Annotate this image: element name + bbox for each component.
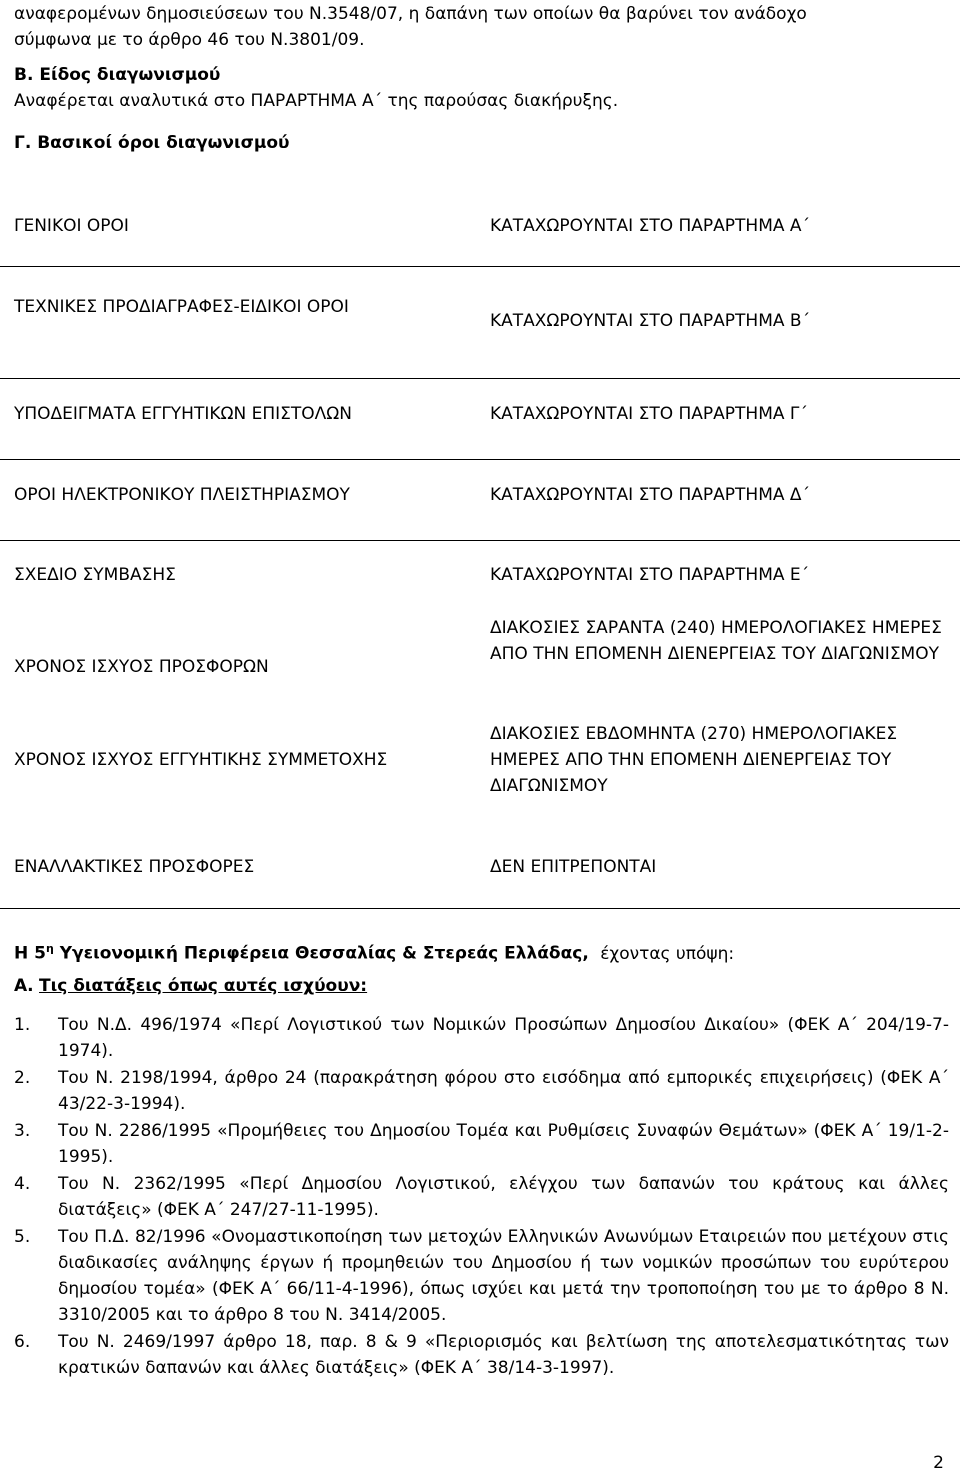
term-value: ΔΙΑΚΟΣΙΕΣ ΣΑΡΑΝΤΑ (240) ΗΜΕΡΟΛΟΓΙΑΚΕΣ ΗΜΕΡΕΣ ΑΠΟ ΤΗΝ ΕΠΟΜΕΝΗ ΔΙΕΝΕΡΓΕΙΑΣ ΤΟΥ ΔΙΑΓΩΝΙΣΜΟΥ — [490, 618, 942, 664]
term-value: ΔΙΑΚΟΣΙΕΣ ΕΒΔΟΜΗΝΤΑ (270) ΗΜΕΡΟΛΟΓΙΑΚΕΣ ΗΜΕΡΕΣ ΑΠΟ ΤΗΝ ΕΠΟΜΕΝΗ ΔΙΕΝΕΡΓΕΙΑΣ ΤΟΥ ΔΙΑΓΩΝΙΣΜΟΥ — [490, 724, 898, 796]
item-text: Του Ν. 2286/1995 «Προμήθειες του Δημοσίου Τομέα και Ρυθμίσεις Συναφών Θεμάτων» (ΦΕΚ Α΄ 19/1-2-1995). — [58, 1121, 949, 1167]
section-a-heading — [14, 973, 367, 999]
term-label: ΓΕΝΙΚΟΙ ΟΡΟΙ — [14, 216, 129, 236]
term-label: ΥΠΟΔΕΙΓΜΑΤΑ ΕΓΓΥΗΤΙΚΩΝ ΕΠΙΣΤΟΛΩΝ — [14, 404, 353, 424]
list-item — [14, 1171, 949, 1223]
section-b-text: Αναφέρεται αναλυτικά στο ΠΑΡΑΡΤΗΜΑ Α΄ της παρούσας διακήρυξης. — [14, 91, 619, 111]
authority-prefix: Η 5 — [14, 943, 46, 964]
item-text: Του Ν.Δ. 496/1974 «Περί Λογιστικού των Νομικών Προσώπων Δημοσίου Δικαίου» (ΦΕΚ Α΄ 204/19-7-1974). — [58, 1015, 949, 1061]
table-row — [0, 379, 960, 460]
table-row — [0, 460, 960, 541]
authority-suffix: έχοντας υπόψη: — [600, 943, 735, 964]
authority-superscript: η — [45, 942, 54, 955]
list-item — [14, 1224, 949, 1328]
term-label: ΕΝΑΛΛΑΚΤΙΚΕΣ ΠΡΟΣΦΟΡΕΣ — [14, 857, 255, 877]
table-row — [0, 267, 960, 379]
item-text: Του Π.Δ. 82/1996 «Ονομαστικοποίηση των μετοχών Ελληνικών Ανωνύμων Εταιρειών που μετέχουν στις διαδικασίες ανάληψης έργων ή προμηθειών του Δημοσίου ή των νομικών προσώπων του ευρύτερου δημοσίου τομέα» (ΦΕΚ Α΄ 66/11-4-1996), όπως ισχύει και μετά την τροποποίηση του με το άρθρο 8 Ν. 3310/2005 και το άρθρο 8 του Ν. 3414/2005. — [58, 1227, 949, 1325]
term-label: ΧΡΟΝΟΣ ΙΣΧΥΟΣ ΕΓΓΥΗΤΙΚΗΣ ΣΥΜΜΕΤΟΧΗΣ — [14, 750, 388, 770]
item-number: 6. — [14, 1332, 31, 1352]
list-item — [14, 1065, 949, 1117]
term-label: ΤΕΧΝΙΚΕΣ ΠΡΟΔΙΑΓΡΑΦΕΣ-ΕΙΔΙΚΟΙ ΟΡΟΙ — [14, 297, 349, 317]
term-value: ΚΑΤΑΧΩΡΟΥΝΤΑΙ ΣΤΟ ΠΑΡΑΡΤΗΜΑ Β΄ — [490, 311, 811, 331]
item-text: Του Ν. 2362/1995 «Περί Δημοσίου Λογιστικού, ελέγχου των δαπανών του κράτους και άλλες διατάξεις» (ΦΕΚ Α΄ 247/27-11-1995). — [58, 1174, 949, 1220]
page-number: 2 — [933, 1453, 944, 1473]
item-number: 2. — [14, 1068, 31, 1088]
term-label: ΟΡΟΙ ΗΛΕΚΤΡΟΝΙΚΟΥ ΠΛΕΙΣΤΗΡΙΑΣΜΟΥ — [14, 485, 350, 505]
authority-name: Υγειονομική Περιφέρεια Θεσσαλίας & Στερεάς Ελλάδας, — [53, 943, 589, 964]
provisions-list — [14, 1012, 949, 1382]
term-value: ΔΕΝ ΕΠΙΤΡΕΠΟΝΤΑΙ — [490, 857, 657, 877]
list-item — [14, 1329, 949, 1381]
term-value: ΚΑΤΑΧΩΡΟΥΝΤΑΙ ΣΤΟ ΠΑΡΑΡΤΗΜΑ Δ΄ — [490, 485, 811, 505]
authority-line — [14, 936, 949, 967]
item-text: Του Ν. 2198/1994, άρθρο 24 (παρακράτηση φόρου στο εισόδημα από εμπορικές επιχειρήσεις) (ΦΕΚ Α΄ 43/22-3-1994). — [58, 1068, 949, 1114]
item-number: 5. — [14, 1227, 31, 1247]
section-a-label: Α. — [14, 976, 34, 996]
list-item — [14, 1118, 949, 1170]
term-value: ΚΑΤΑΧΩΡΟΥΝΤΑΙ ΣΤΟ ΠΑΡΑΡΤΗΜΑ Ε΄ — [490, 565, 810, 585]
intro-block — [14, 1, 949, 156]
item-number: 1. — [14, 1015, 31, 1035]
list-item — [14, 1012, 949, 1064]
table-row — [0, 828, 960, 909]
item-text: Του Ν. 2469/1997 άρθρο 18, παρ. 8 & 9 «Περιορισμός και βελτίωση της αποτελεσματικότητας των κρατικών δαπανών και άλλες διατάξεις» (ΦΕΚ Α΄ 38/14-3-1997). — [58, 1332, 949, 1378]
section-c-title: Γ. Βασικοί όροι διαγωνισμού — [14, 133, 290, 153]
term-value: ΚΑΤΑΧΩΡΟΥΝΤΑΙ ΣΤΟ ΠΑΡΑΡΤΗΜΑ Γ΄ — [490, 404, 808, 424]
intro-line-1: αναφερομένων δημοσιεύσεων του Ν.3548/07, η δαπάνη των οποίων θα βαρύνει τον ανάδοχο — [14, 4, 807, 24]
term-value: ΚΑΤΑΧΩΡΟΥΝΤΑΙ ΣΤΟ ΠΑΡΑΡΤΗΜΑ Α΄ — [490, 216, 811, 236]
item-number: 4. — [14, 1174, 31, 1194]
term-label: ΣΧΕΔΙΟ ΣΥΜΒΑΣΗΣ — [14, 565, 176, 585]
item-number: 3. — [14, 1121, 31, 1141]
term-label: ΧΡΟΝΟΣ ΙΣΧΥΟΣ ΠΡΟΣΦΟΡΩΝ — [14, 657, 269, 677]
table-row — [0, 148, 960, 267]
section-a-title: Τις διατάξεις όπως αυτές ισχύουν: — [39, 976, 368, 996]
intro-line-2: σύμφωνα με το άρθρο 46 του Ν.3801/09. — [14, 30, 365, 50]
section-b-title: Β. Είδος διαγωνισμού — [14, 65, 221, 85]
